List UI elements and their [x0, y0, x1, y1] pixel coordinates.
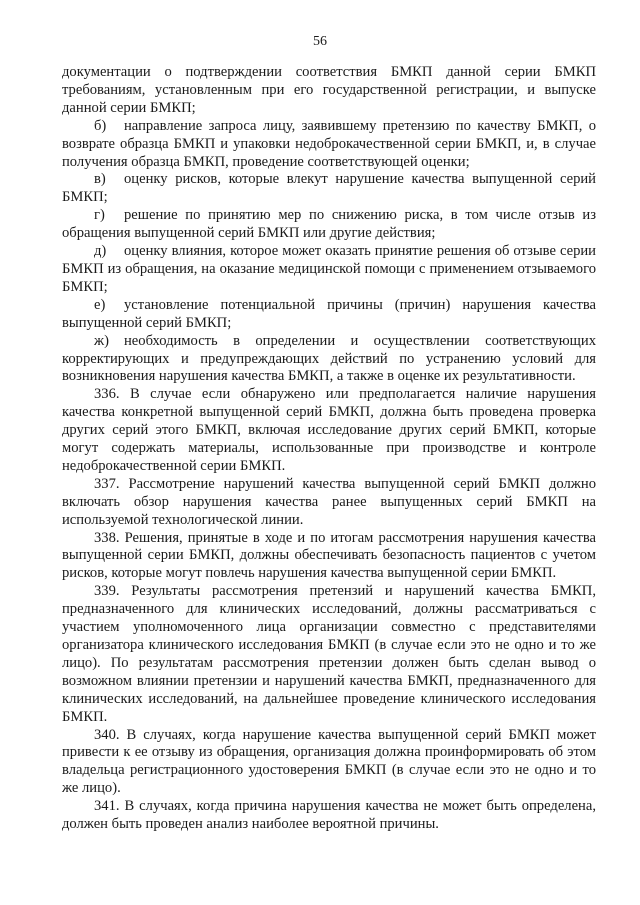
paragraph-341: 341. В случаях, когда причина нарушения качества не может быть определена, должен быть проведен анализ наиболее вероятной причины. [62, 798, 596, 833]
paragraph-338: 338. Решения, принятые в ходе и по итогам рассмотрения нарушения качества выпущенной серии БМКП, должны обеспечивать безопасность пациентов с учетом рисков, которые могут повлечь нарушения качества выпущенной серии БМКП. [62, 529, 596, 582]
paragraph-337: 337. Рассмотрение нарушений качества выпущенной серий БМКП должно включать обзор нарушения качества ранее выпущенных серий БМКП на используемой технологической линии. [62, 475, 596, 528]
list-item-d [62, 243, 596, 297]
list-item-text: решение по принятию мер по снижению риска, в том числе отзыв из обращения выпущенной серий БМКП или другие действия; [62, 207, 596, 242]
list-item-label: г) [94, 207, 105, 224]
list-item-text: оценку рисков, которые влекут нарушение качества выпущенной серий БМКП; [62, 171, 596, 206]
list-item-text: установление потенциальной причины (причин) нарушения качества выпущенной серий БМКП; [62, 296, 596, 331]
page-number: 56 [313, 34, 327, 49]
list-item-label: в) [94, 171, 106, 188]
list-item-label: д) [94, 243, 107, 260]
list-item-text: необходимость в определении и осуществлении соответствующих корректирующих и предупреждающих действий по устранению условий для возникновения нарушения качества БМКП, а также в оценке их результативности. [62, 332, 596, 385]
body-text [62, 64, 596, 834]
list-item-g [62, 207, 596, 243]
list-item-e [62, 297, 596, 333]
list-item-b [62, 118, 596, 172]
list-item-text: оценку влияния, которое может оказать принятие решения об отзыве серии БМКП из обращения, на оказание медицинской помощи с применением отзываемого БМКП; [62, 243, 596, 295]
paragraph-336: 336. В случае если обнаружено или предполагается наличие нарушения качества конкретной выпущенной серий БМКП, должна быть проведена проверка других серий этого БМКП, включая исследование других серий БМКП, которые могут содержать материалы, использованные при производстве и контроле недоброкачественной серии БМКП. [62, 386, 596, 474]
paragraph-339: 339. Результаты рассмотрения претензий и нарушений качества БМКП, предназначенного для клинических исследований, должны рассматриваться с участием уполномоченного лица организации совместно с представителями организатора клинического исследования БМКП (в случае если это не одно и то же лицо). По результатам рассмотрения претензии должен быть сделан вывод о возможном влиянии претензии и нарушений качества БМКП, предназначенного для клинических исследований, на дальнейшее проведение клинического исследования БМКП. [62, 583, 596, 725]
list-item-zh [62, 333, 596, 387]
paragraph-continuation: документации о подтверждении соответствия БМКП данной серии БМКП требованиям, установленным при его государственной регистрации, и выпуске данной серии БМКП; [62, 64, 596, 116]
list-item-text: направление запроса лицу, заявившему претензию по качеству БМКП, о возврате образца БМКП и упаковки недоброкачественной серии БМКП, и, в случае получения образца БМКП, проведение соответствующей оценки; [62, 117, 596, 170]
list-item-v [62, 171, 596, 207]
list-item-label: ж) [94, 332, 109, 349]
list-item-label: б) [94, 117, 107, 134]
list-item-label: е) [94, 296, 106, 313]
paragraph-340: 340. В случаях, когда нарушение качества выпущенной серий БМКП может привести к ее отзыву из обращения, организация должна проинформировать об этом владельца регистрационного удостоверения БМКП (в случае если это не одно и то же лицо). [62, 726, 596, 797]
